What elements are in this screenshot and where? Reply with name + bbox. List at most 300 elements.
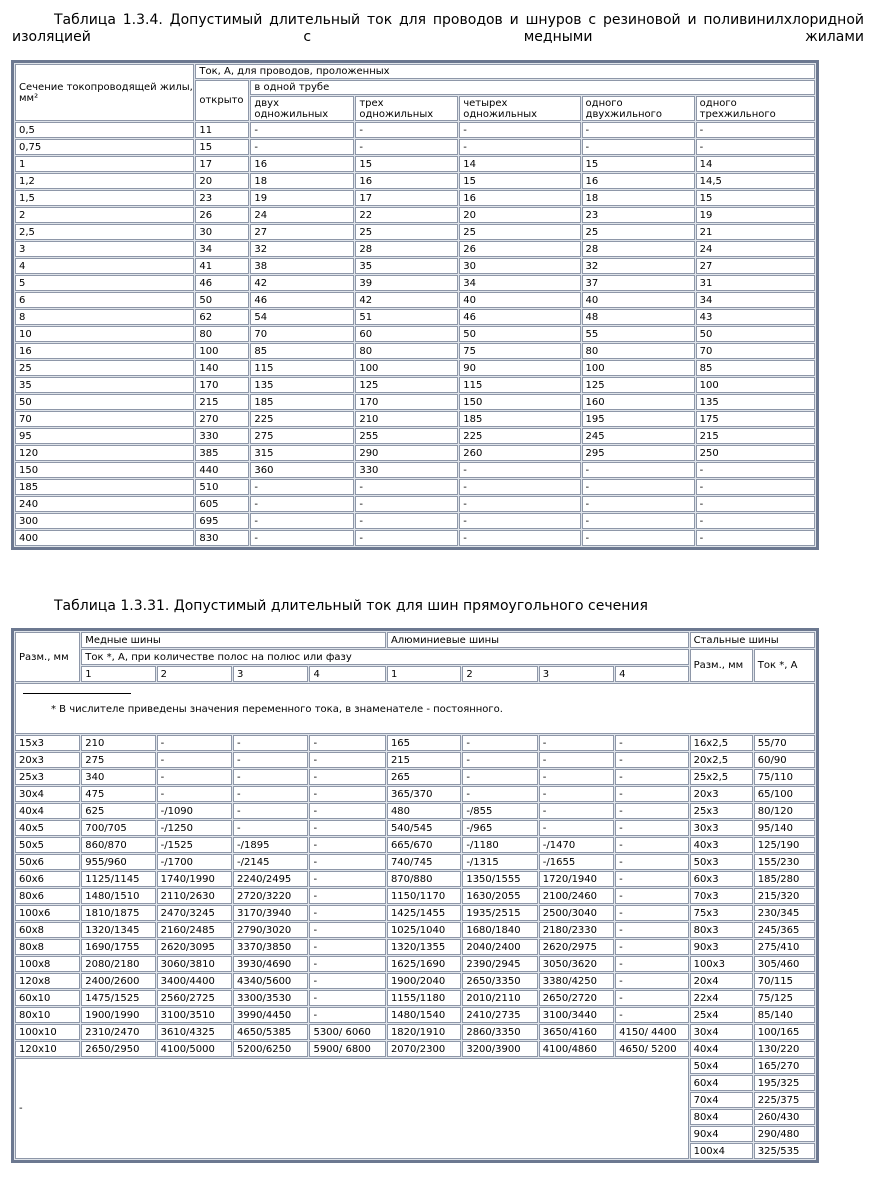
table-row	[15, 786, 815, 802]
table-cell: 30x4	[690, 1024, 753, 1040]
table-cell: 1625/1690	[387, 956, 461, 972]
table-cell: 4650/5385	[233, 1024, 308, 1040]
table-cell: 18	[250, 173, 354, 189]
header-strip-count: 1	[81, 666, 155, 682]
table-cell: -	[615, 769, 688, 785]
table-cell: 42	[250, 275, 354, 291]
table-row	[15, 394, 815, 410]
table-row	[15, 513, 815, 529]
table-cell: 3300/3530	[233, 990, 308, 1006]
header-steel: Стальные шины	[690, 632, 815, 648]
table-cell: 830	[195, 530, 249, 546]
table-cell: 50	[195, 292, 249, 308]
table-cell: 740/745	[387, 854, 461, 870]
table-cell: 440	[195, 462, 249, 478]
table-cell: 25x3	[690, 803, 753, 819]
table-cell: 40x4	[690, 1041, 753, 1057]
table-cell: 295	[582, 445, 695, 461]
table-cell: 22x4	[690, 990, 753, 1006]
table-cell: 665/670	[387, 837, 461, 853]
table-cell: -	[309, 888, 385, 904]
table-cell: 100x4	[690, 1143, 753, 1159]
table-cell: 260/430	[754, 1109, 815, 1125]
table-cell: 2620/2975	[539, 939, 614, 955]
table-cell: -	[582, 513, 695, 529]
table-cell: 23	[582, 207, 695, 223]
table-cell: 3380/4250	[539, 973, 614, 989]
table-cell: 51	[355, 309, 458, 325]
table-cell: 3650/4160	[539, 1024, 614, 1040]
table-cell: 60x10	[15, 990, 80, 1006]
table-cell: 100x8	[15, 956, 80, 972]
table-cell: 28	[582, 241, 695, 257]
table-cell: -	[696, 139, 815, 155]
table-cell: 245/365	[754, 922, 815, 938]
table-row	[15, 122, 815, 138]
table-cell: 2	[15, 207, 194, 223]
table-cell: 27	[250, 224, 354, 240]
table-cell: 65/100	[754, 786, 815, 802]
table-cell: 3610/4325	[157, 1024, 232, 1040]
table-cell: 165/270	[754, 1058, 815, 1074]
table-cell: -	[309, 735, 385, 751]
table-cell: -	[157, 769, 232, 785]
table-cell: -/1315	[462, 854, 537, 870]
header-pipe-col: двух одножильных	[250, 96, 354, 121]
table-cell: 245	[582, 428, 695, 444]
table-cell: 60x8	[15, 922, 80, 938]
table-cell: 70x3	[690, 888, 753, 904]
table-cell: 25	[459, 224, 580, 240]
table-cell: 40	[459, 292, 580, 308]
table-row	[15, 956, 815, 972]
table-cell: 70	[15, 411, 194, 427]
table-cell: 20	[459, 207, 580, 223]
table-cell: 2390/2945	[462, 956, 537, 972]
header-steel-current: Ток *, А	[754, 649, 815, 682]
table-cell: 30x4	[15, 786, 80, 802]
table-cell: -	[539, 786, 614, 802]
table-cell: 1630/2055	[462, 888, 537, 904]
header-strip-count: 3	[539, 666, 614, 682]
table-cell: 75	[459, 343, 580, 359]
table-cell: 5300/ 6060	[309, 1024, 385, 1040]
table-row	[15, 411, 815, 427]
table-cell: 26	[459, 241, 580, 257]
table-cell: -	[250, 479, 354, 495]
table-cell: -	[582, 530, 695, 546]
header-strip-count: 4	[615, 666, 688, 682]
table-cell: 290/480	[754, 1126, 815, 1142]
table-cell: -/1895	[233, 837, 308, 853]
table-cell: 40x5	[15, 820, 80, 836]
table-cell: 100x10	[15, 1024, 80, 1040]
table-cell: -	[615, 871, 688, 887]
table-cell: 195/325	[754, 1075, 815, 1091]
header-open: открыто	[195, 80, 249, 121]
table-cell: 28	[355, 241, 458, 257]
table-cell: -	[459, 122, 580, 138]
table-cell: -	[615, 786, 688, 802]
table-cell: 30x3	[690, 820, 753, 836]
table-cell: 1720/1940	[539, 871, 614, 887]
table-cell: 1900/1990	[81, 1007, 155, 1023]
table-row	[15, 360, 815, 376]
table-row	[15, 173, 815, 189]
table-cell: -	[309, 939, 385, 955]
table-cell: 50	[15, 394, 194, 410]
table-cell: -	[696, 122, 815, 138]
table-cell: 60x4	[690, 1075, 753, 1091]
table-cell: 100	[195, 343, 249, 359]
table-cell: -/1655	[539, 854, 614, 870]
header-current-by-strips: Ток *, А, при количестве полос на полюс или фазу	[81, 649, 688, 665]
table-row	[15, 871, 815, 887]
table-cell: 1155/1180	[387, 990, 461, 1006]
table-cell: -/1525	[157, 837, 232, 853]
table-cell: 80x4	[690, 1109, 753, 1125]
table-row	[15, 462, 815, 478]
table-cell: 100	[582, 360, 695, 376]
table-cell: -	[582, 139, 695, 155]
table-cell: 4100/4860	[539, 1041, 614, 1057]
table-cell: -	[309, 769, 385, 785]
table-row	[15, 990, 815, 1006]
table-cell: 1820/1910	[387, 1024, 461, 1040]
table-cell: 3170/3940	[233, 905, 308, 921]
table-cell: 26	[195, 207, 249, 223]
table-cell: -	[615, 735, 688, 751]
table-cell: 15	[355, 156, 458, 172]
header-strip-count: 2	[157, 666, 232, 682]
table-cell: 475	[81, 786, 155, 802]
table-cell: 22	[355, 207, 458, 223]
table-cell: 870/880	[387, 871, 461, 887]
table-cell: 32	[250, 241, 354, 257]
table-row	[15, 496, 815, 512]
table-cell: 695	[195, 513, 249, 529]
table-cell: 30	[459, 258, 580, 274]
table-cell: 260	[459, 445, 580, 461]
table-cell: 1,5	[15, 190, 194, 206]
footnote-divider	[23, 693, 131, 694]
table-cell: 4150/ 4400	[615, 1024, 688, 1040]
table-cell: -/855	[462, 803, 537, 819]
table-cell: 35	[15, 377, 194, 393]
table-cell: -	[539, 769, 614, 785]
table-cell: -	[582, 479, 695, 495]
table-cell: 330	[355, 462, 458, 478]
table-cell: 2,5	[15, 224, 194, 240]
table-cell: 215/320	[754, 888, 815, 904]
table-cell: 32	[582, 258, 695, 274]
table-cell: -	[462, 735, 537, 751]
table-cell: 215	[387, 752, 461, 768]
table-cell: 10	[15, 326, 194, 342]
table-cell: 860/870	[81, 837, 155, 853]
table-cell: -	[459, 462, 580, 478]
table-cell: -	[539, 803, 614, 819]
table-cell: -	[250, 513, 354, 529]
table-cell: 3	[15, 241, 194, 257]
table-cell: -	[309, 990, 385, 1006]
table-row	[15, 224, 815, 240]
table-cell: 5200/6250	[233, 1041, 308, 1057]
table-cell: -	[615, 905, 688, 921]
table-row	[15, 922, 815, 938]
table-cell: 115	[250, 360, 354, 376]
table-cell: -	[250, 530, 354, 546]
table-cell: 265	[387, 769, 461, 785]
table-cell: -	[233, 786, 308, 802]
table-cell: 3990/4450	[233, 1007, 308, 1023]
table-cell: 70x4	[690, 1092, 753, 1108]
table-cell: 80/120	[754, 803, 815, 819]
table-cell: 20	[195, 173, 249, 189]
table-cell: 60x3	[690, 871, 753, 887]
table-cell: -	[157, 786, 232, 802]
table-cell: 2240/2495	[233, 871, 308, 887]
table-cell: 80	[355, 343, 458, 359]
table-cell: 2470/3245	[157, 905, 232, 921]
table-cell: 4100/5000	[157, 1041, 232, 1057]
table-cell: 41	[195, 258, 249, 274]
table-cell: -	[696, 496, 815, 512]
table-cell: 1025/1040	[387, 922, 461, 938]
table-cell: 80	[582, 343, 695, 359]
table-cell: 330	[195, 428, 249, 444]
table-cell: -	[696, 513, 815, 529]
table-cell: 46	[250, 292, 354, 308]
table-cell: -	[459, 479, 580, 495]
table-row	[15, 1041, 815, 1057]
table-cell: 50x4	[690, 1058, 753, 1074]
table-cell: 1480/1510	[81, 888, 155, 904]
table-cell: 60	[355, 326, 458, 342]
table-cell: 15	[696, 190, 815, 206]
table-cell: 17	[195, 156, 249, 172]
table-cell: -/1180	[462, 837, 537, 853]
table-cell: -	[696, 462, 815, 478]
table-cell: 365/370	[387, 786, 461, 802]
table-cell: 2100/2460	[539, 888, 614, 904]
table-cell: 50x5	[15, 837, 80, 853]
table-cell: -	[250, 496, 354, 512]
table-cell: -	[615, 854, 688, 870]
table-cell: 4	[15, 258, 194, 274]
table-cell: 195	[582, 411, 695, 427]
table-cell: 120x8	[15, 973, 80, 989]
table-cell: 1320/1345	[81, 922, 155, 938]
table-cell: -	[459, 513, 580, 529]
table-row	[15, 769, 815, 785]
table-row	[15, 1007, 815, 1023]
table-cell: 3930/4690	[233, 956, 308, 972]
table-cell: 80	[195, 326, 249, 342]
table-row	[15, 207, 815, 223]
table-cell: 140	[195, 360, 249, 376]
table-cell: -	[582, 462, 695, 478]
table-cell: 1,2	[15, 173, 194, 189]
table-cell: 50x6	[15, 854, 80, 870]
table2-caption: Таблица 1.3.31. Допустимый длительный ток для шин прямоугольного сечения	[54, 598, 648, 614]
table-cell: -	[355, 496, 458, 512]
header-current: Ток, А, для проводов, проложенных	[195, 64, 815, 79]
table-cell: 385	[195, 445, 249, 461]
table-cell: 290	[355, 445, 458, 461]
table-cell: 1480/1540	[387, 1007, 461, 1023]
table-cell: 2650/2720	[539, 990, 614, 1006]
table-cell: 120x10	[15, 1041, 80, 1057]
table-cell: 90x3	[690, 939, 753, 955]
table-cell: 15	[582, 156, 695, 172]
table-cell: 125/190	[754, 837, 815, 853]
table-cell: 1	[15, 156, 194, 172]
table-cell: 100	[355, 360, 458, 376]
table-cell: 185/280	[754, 871, 815, 887]
table-cell: 14	[696, 156, 815, 172]
table-cell: 60/90	[754, 752, 815, 768]
table-cell: 1900/2040	[387, 973, 461, 989]
table-row	[15, 973, 815, 989]
table-cell: 30	[195, 224, 249, 240]
table-row	[15, 854, 815, 870]
table-cell: -	[615, 922, 688, 938]
table-cell: 215	[195, 394, 249, 410]
table-cell: 2650/3350	[462, 973, 537, 989]
table-cell: -	[309, 803, 385, 819]
table-cell: 1690/1755	[81, 939, 155, 955]
table-cell: 16x2,5	[690, 735, 753, 751]
table-cell: -/1700	[157, 854, 232, 870]
table-row	[15, 837, 815, 853]
blank-cell: -	[15, 1058, 689, 1159]
table-cell: 16	[459, 190, 580, 206]
table-cell: 42	[355, 292, 458, 308]
footnote-text: * В числителе приведены значения переменного тока, в знаменателе - постоянного.	[51, 704, 503, 715]
table-cell: 210	[81, 735, 155, 751]
table-cell: 2560/2725	[157, 990, 232, 1006]
table-cell: -	[309, 752, 385, 768]
table-cell: 14	[459, 156, 580, 172]
header-copper: Медные шины	[81, 632, 386, 648]
table-cell: 15	[195, 139, 249, 155]
table-cell: 48	[582, 309, 695, 325]
table-cell: 2400/2600	[81, 973, 155, 989]
table-cell: -	[615, 803, 688, 819]
table-cell: -	[582, 496, 695, 512]
table-cell: 155/230	[754, 854, 815, 870]
table-cell: -	[582, 122, 695, 138]
table-cell: 80x10	[15, 1007, 80, 1023]
table-row	[15, 377, 815, 393]
table-cell: -	[233, 735, 308, 751]
table-cell: 20x2,5	[690, 752, 753, 768]
table-cell: 25x4	[690, 1007, 753, 1023]
table-cell: 120	[15, 445, 194, 461]
table-cell: 80x8	[15, 939, 80, 955]
header-section: Сечение токопроводящей жилы, мм²	[15, 64, 194, 121]
table-cell: -	[355, 513, 458, 529]
table-cell: 8	[15, 309, 194, 325]
table-cell: 210	[355, 411, 458, 427]
table-cell: -	[233, 803, 308, 819]
table1-body	[15, 122, 815, 546]
table-row	[15, 343, 815, 359]
header-pipe-col: четырех одножильных	[459, 96, 580, 121]
table-cell: 50	[459, 326, 580, 342]
table-cell: 100x3	[690, 956, 753, 972]
table-cell: 15x3	[15, 735, 80, 751]
table-row	[15, 530, 815, 546]
table-cell: 95	[15, 428, 194, 444]
table-cell: 16	[582, 173, 695, 189]
table-cell: 3400/4400	[157, 973, 232, 989]
table-allowable-current-busbars	[11, 628, 819, 1163]
table-cell: 90	[459, 360, 580, 376]
table-cell: 150	[15, 462, 194, 478]
table-cell: 40x3	[690, 837, 753, 853]
table-cell: -	[355, 139, 458, 155]
table-cell: -/1470	[539, 837, 614, 853]
table-cell: 2310/2470	[81, 1024, 155, 1040]
table-row	[15, 752, 815, 768]
table-cell: 20x4	[690, 973, 753, 989]
table-cell: 40	[582, 292, 695, 308]
footnote-cell	[15, 683, 815, 734]
table-cell: 70/115	[754, 973, 815, 989]
table-cell: 50x3	[690, 854, 753, 870]
table-cell: 2180/2330	[539, 922, 614, 938]
table1-caption: Таблица 1.3.4. Допустимый длительный ток для проводов и шнуров с резиновой и поливинилхлоридной изоляцией с медными жилами	[12, 12, 864, 45]
table-cell: 250	[696, 445, 815, 461]
table-cell: 16	[250, 156, 354, 172]
table-cell: -	[462, 769, 537, 785]
table-cell: 75/110	[754, 769, 815, 785]
table-cell: 46	[459, 309, 580, 325]
table-cell: -	[157, 752, 232, 768]
table-cell: -	[615, 820, 688, 836]
table-cell: -	[615, 1007, 688, 1023]
table-cell: 24	[696, 241, 815, 257]
table-cell: 185	[459, 411, 580, 427]
table-cell: 1475/1525	[81, 990, 155, 1006]
header-strip-count: 4	[309, 666, 385, 682]
table-cell: -	[250, 122, 354, 138]
table-cell: 21	[696, 224, 815, 240]
table-cell: 1740/1990	[157, 871, 232, 887]
table-cell: 16	[355, 173, 458, 189]
table-cell: -	[250, 139, 354, 155]
table-cell: 170	[195, 377, 249, 393]
table-cell: 35	[355, 258, 458, 274]
table-cell: 80x6	[15, 888, 80, 904]
table-cell: -	[309, 1007, 385, 1023]
table-row	[15, 275, 815, 291]
table-cell: 14,5	[696, 173, 815, 189]
table-cell: 700/705	[81, 820, 155, 836]
table-row	[15, 1024, 815, 1040]
table-cell: 24	[250, 207, 354, 223]
table-cell: -	[309, 973, 385, 989]
table-cell: 20x3	[690, 786, 753, 802]
table-cell: -	[355, 479, 458, 495]
table-cell: 85	[696, 360, 815, 376]
table-cell: 360	[250, 462, 354, 478]
table-cell: -	[615, 956, 688, 972]
table-cell: 1320/1355	[387, 939, 461, 955]
table-cell: 315	[250, 445, 354, 461]
